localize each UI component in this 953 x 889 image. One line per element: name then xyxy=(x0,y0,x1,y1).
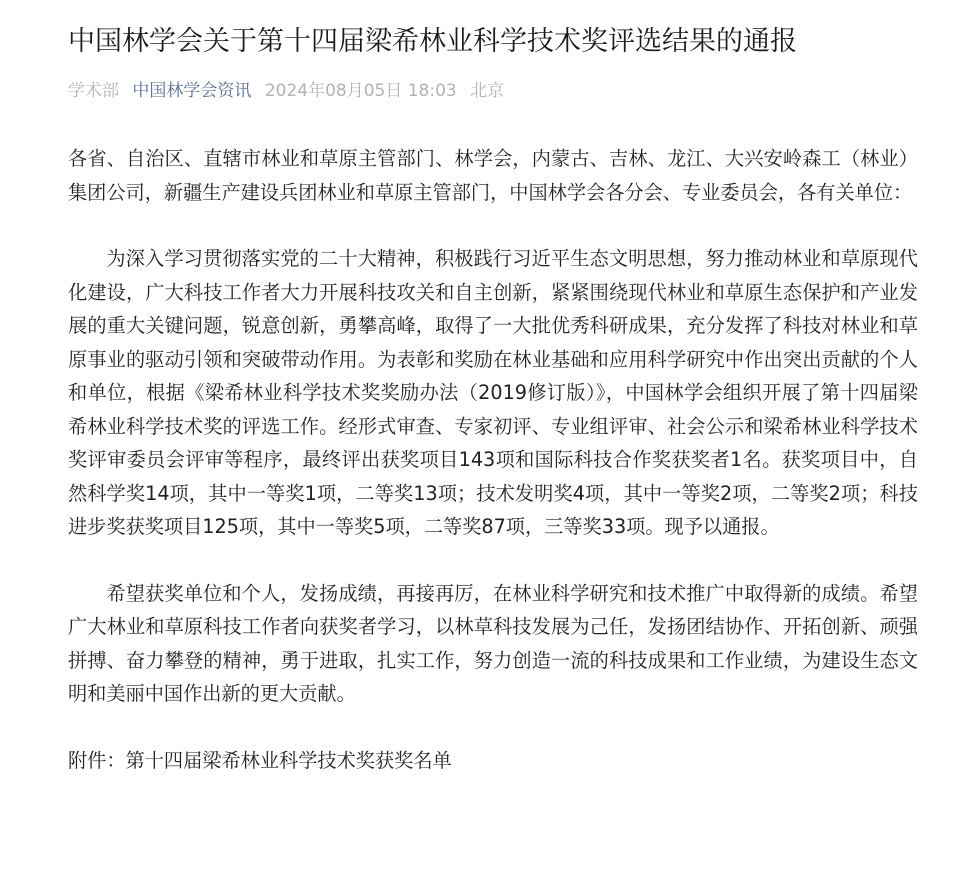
article-content xyxy=(68,142,918,777)
article xyxy=(68,22,918,777)
salutation-paragraph: 各省、自治区、直辖市林业和草原主管部门、林学会，内蒙古、吉林、龙江、大兴安岭森工（林业）集团公司，新疆生产建设兵团林业和草原主管部门，中国林学会各分会、专业委员会，各有关单位： xyxy=(68,147,918,204)
publish-location: 北京 xyxy=(470,81,505,101)
body-paragraph-1: 为深入学习贯彻落实党的二十大精神，积极践行习近平生态文明思想，努力推动林业和草原现代化建设，广大科技工作者大力开展科技攻关和自主创新，紧紧围绕现代林业和草原生态保护和产业发展的重大关键问题，锐意创新，勇攀高峰，取得了一大批优秀科研成果，充分发挥了科技对林业和草原事业的驱动引领和突破带动作用。为表彰和奖励在林业基础和应用科学研究中作出突出贡献的个人和单位，根据《梁希林业科学技术奖奖励办法（2019修订版）》，中国林学会组织开展了第十四届梁希林业科学技术奖的评选工作。经形式审查、专家初评、专业组评审、社会公示和梁希林业科学技术奖评审委员会评审等程序，最终评出获奖项目143项和国际科技合作奖获奖者1名。获奖项目中，自然科学奖14项，其中一等奖1项，二等奖13项；技术发明奖4项，其中一等奖2项，二等奖2项；科技进步奖获奖项目125项，其中一等奖5项，二等奖87项，三等奖33项。现予以通报。 xyxy=(68,247,918,538)
body-paragraph-2: 希望获奖单位和个人，发扬成绩，再接再厉，在林业科学研究和技术推广中取得新的成绩。希望广大林业和草原科技工作者向获奖者学习，以林草科技发展为己任，发扬团结协作、开拓创新、顽强拼搏、奋力攀登的精神，勇于进取，扎实工作，努力创造一流的科技成果和工作业绩，为建设生态文明和美丽中国作出新的更大贡献。 xyxy=(68,581,918,705)
account-link[interactable]: 中国林学会资讯 xyxy=(132,81,252,101)
article-title: 中国林学会关于第十四届梁希林业科学技术奖评选结果的通报 xyxy=(68,26,797,57)
department-label: 学术部 xyxy=(68,81,119,101)
publish-datetime: 2024年08月05日 18:03 xyxy=(264,81,457,101)
attachment-line: 附件：第十四届梁希林业科学技术奖获奖名单 xyxy=(68,748,452,772)
article-meta xyxy=(68,78,918,104)
